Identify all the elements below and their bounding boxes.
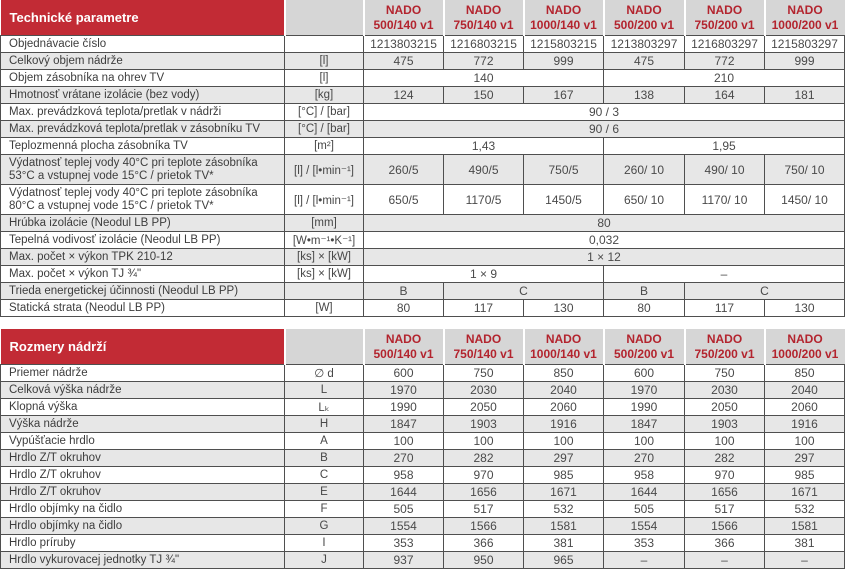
table-row [1,70,845,87]
param-label: Hrúbka izolácie (Neodul LB PP) [1,215,285,232]
param-label: Vypúšťacie hrdlo [1,433,285,450]
value-cell: 937 [364,552,444,569]
value-cell: 772 [444,53,524,70]
value-cell: – [765,552,845,569]
unit-label [285,283,364,300]
unit-label: [°C] / [bar] [285,104,364,121]
value-cell: 650/5 [364,185,444,215]
value-cell: 270 [604,450,685,467]
column-header: NADO 500/140 v1 [364,329,444,365]
value-cell: 1671 [765,484,845,501]
value-cell: 1215803297 [765,36,845,53]
unit-label: G [285,518,364,535]
value-cell: 2060 [524,399,604,416]
value-cell: 297 [524,450,604,467]
value-cell: 970 [444,467,524,484]
param-label: Hrdlo Z/T okruhov [1,484,285,501]
value-cell: 353 [364,535,444,552]
unit-column-header [285,0,364,36]
header-row [1,0,845,36]
value-cell: 970 [685,467,765,484]
value-cell: 772 [685,53,765,70]
value-cell: 0,032 [364,232,845,249]
table-row [1,501,845,518]
value-cell: 490/ 10 [685,155,765,185]
table-title: Rozmery nádrží [1,329,285,365]
value-cell: 2050 [444,399,524,416]
value-cell: 1566 [444,518,524,535]
table-row [1,518,845,535]
column-header: NADO 750/140 v1 [444,0,524,36]
value-cell: B [364,283,444,300]
param-label: Max. počet × výkon TPK 210-12 [1,249,285,266]
value-cell: 600 [604,365,685,382]
value-cell: 1170/5 [444,185,524,215]
value-cell: 1644 [604,484,685,501]
value-cell: 750 [444,365,524,382]
value-cell: 750/5 [524,155,604,185]
value-cell: 650/ 10 [604,185,685,215]
param-label: Tepelná vodivosť izolácie (Neodul LB PP) [1,232,285,249]
unit-label: Lₖ [285,399,364,416]
table-row [1,87,845,104]
param-label: Max. prevádzková teplota/pretlak v zásobníku TV [1,121,285,138]
value-cell: 260/ 10 [604,155,685,185]
value-cell: 1554 [604,518,685,535]
value-cell: 1450/ 10 [765,185,845,215]
value-cell: 100 [364,433,444,450]
value-cell: 90 / 3 [364,104,845,121]
param-label: Hrdlo Z/T okruhov [1,467,285,484]
unit-label: [ks] × [kW] [285,266,364,283]
value-cell: – [604,266,845,283]
value-cell: 2050 [685,399,765,416]
table-row [1,36,845,53]
unit-label: B [285,450,364,467]
param-label: Výdatnosť teplej vody 40°C pri teplote zásobníka 80°C a vstupnej vode 15°C / prietok TV* [1,185,285,215]
value-cell: 1581 [765,518,845,535]
value-cell: 130 [524,300,604,317]
value-cell: 1656 [685,484,765,501]
column-header: NADO 500/140 v1 [364,0,444,36]
value-cell: 1,95 [604,138,845,155]
table-row [1,535,845,552]
value-cell: 80 [604,300,685,317]
param-label: Výška nádrže [1,416,285,433]
value-cell: – [685,552,765,569]
value-cell: 282 [444,450,524,467]
value-cell: 138 [604,87,685,104]
value-cell: 1 × 12 [364,249,845,266]
column-header: NADO 750/200 v1 [685,0,765,36]
unit-label: [ks] × [kW] [285,249,364,266]
param-label: Hrdlo objímky na čidlo [1,501,285,518]
value-cell: 270 [364,450,444,467]
value-cell: 117 [444,300,524,317]
value-cell: 1970 [364,382,444,399]
value-cell: 381 [524,535,604,552]
table-row [1,433,845,450]
param-label: Teplozmenná plocha zásobníka TV [1,138,285,155]
column-header: NADO 750/200 v1 [685,329,765,365]
value-cell: 80 [364,215,845,232]
value-cell: 90 / 6 [364,121,845,138]
value-cell: 117 [685,300,765,317]
param-label: Hrdlo príruby [1,535,285,552]
value-cell: 475 [604,53,685,70]
value-cell: 167 [524,87,604,104]
table-title: Technické parametre [1,0,285,36]
value-cell: 2030 [444,382,524,399]
value-cell: 140 [364,70,604,87]
unit-label: C [285,467,364,484]
table-row [1,300,845,317]
value-cell: 750 [685,365,765,382]
column-header: NADO 1000/200 v1 [765,329,845,365]
value-cell: 1644 [364,484,444,501]
param-label: Celková výška nádrže [1,382,285,399]
column-header: NADO 1000/140 v1 [524,329,604,365]
value-cell: 1215803215 [524,36,604,53]
value-cell: 1916 [765,416,845,433]
unit-label: [l] [285,70,364,87]
unit-label: [l] / [l•min⁻¹] [285,155,364,185]
value-cell: 1990 [364,399,444,416]
value-cell: C [444,283,604,300]
value-cell: 150 [444,87,524,104]
value-cell: 366 [685,535,765,552]
table-row [1,155,845,185]
value-cell: 1903 [685,416,765,433]
value-cell: 505 [364,501,444,518]
table-row [1,552,845,569]
param-label: Objem zásobníka na ohrev TV [1,70,285,87]
table-row [1,185,845,215]
value-cell: 100 [444,433,524,450]
value-cell: 505 [604,501,685,518]
value-cell: 950 [444,552,524,569]
value-cell: 1970 [604,382,685,399]
table-row [1,53,845,70]
value-cell: 210 [604,70,845,87]
value-cell: 1,43 [364,138,604,155]
value-cell: 1847 [364,416,444,433]
value-cell: 999 [765,53,845,70]
value-cell: 353 [604,535,685,552]
unit-label: F [285,501,364,518]
unit-label: [l] [285,53,364,70]
value-cell: 366 [444,535,524,552]
value-cell: 532 [524,501,604,518]
value-cell: 124 [364,87,444,104]
value-cell: 1581 [524,518,604,535]
value-cell: 80 [364,300,444,317]
value-cell: 2030 [685,382,765,399]
unit-label: [°C] / [bar] [285,121,364,138]
param-label: Priemer nádrže [1,365,285,382]
value-cell: 985 [524,467,604,484]
param-label: Hmotnosť vrátane izolácie (bez vody) [1,87,285,104]
unit-label: [W•m⁻¹•K⁻¹] [285,232,364,249]
table-row [1,104,845,121]
unit-label: E [285,484,364,501]
unit-label: [l] / [l•min⁻¹] [285,185,364,215]
value-cell: C [685,283,845,300]
table-row [1,121,845,138]
table-row [1,365,845,382]
value-cell: 381 [765,535,845,552]
param-label: Statická strata (Neodul LB PP) [1,300,285,317]
param-label: Klopná výška [1,399,285,416]
value-cell: 750/ 10 [765,155,845,185]
value-cell: 1450/5 [524,185,604,215]
value-cell: 1170/ 10 [685,185,765,215]
value-cell: 850 [524,365,604,382]
table-row [1,382,845,399]
unit-label: [m²] [285,138,364,155]
unit-label: [kg] [285,87,364,104]
value-cell: 850 [765,365,845,382]
param-label: Objednávacie číslo [1,36,285,53]
table-row [1,232,845,249]
column-header: NADO 1000/200 v1 [765,0,845,36]
table-row [1,266,845,283]
header-row [1,329,845,365]
value-cell: 181 [765,87,845,104]
value-cell: 1216803215 [444,36,524,53]
value-cell: 958 [364,467,444,484]
value-cell: 965 [524,552,604,569]
unit-label: J [285,552,364,569]
unit-label [285,36,364,53]
param-label: Hrdlo vykurovacej jednotky TJ ¾" [1,552,285,569]
value-cell: B [604,283,685,300]
value-cell: 100 [524,433,604,450]
unit-label: I [285,535,364,552]
value-cell: 164 [685,87,765,104]
value-cell: 2040 [524,382,604,399]
value-cell: 1847 [604,416,685,433]
table-row [1,283,845,300]
value-cell: 1990 [604,399,685,416]
column-header: NADO 750/140 v1 [444,329,524,365]
table-row [1,416,845,433]
unit-label: [mm] [285,215,364,232]
table-row [1,249,845,266]
value-cell: 297 [765,450,845,467]
value-cell: 100 [765,433,845,450]
param-label: Celkový objem nádrže [1,53,285,70]
value-cell: 1 × 9 [364,266,604,283]
value-cell: 1566 [685,518,765,535]
value-cell: 1554 [364,518,444,535]
param-label: Hrdlo Z/T okruhov [1,450,285,467]
value-cell: 100 [685,433,765,450]
unit-label: [W] [285,300,364,317]
value-cell: 282 [685,450,765,467]
value-cell: 1671 [524,484,604,501]
table-row [1,138,845,155]
value-cell: 1903 [444,416,524,433]
value-cell: 100 [604,433,685,450]
table-row [1,215,845,232]
table-row [1,467,845,484]
value-cell: 490/5 [444,155,524,185]
param-label: Max. počet × výkon TJ ¾" [1,266,285,283]
unit-label: L [285,382,364,399]
column-header: NADO 500/200 v1 [604,0,685,36]
unit-label: H [285,416,364,433]
param-label: Výdatnosť teplej vody 40°C pri teplote zásobníka 53°C a vstupnej vode 15°C / prietok TV* [1,155,285,185]
param-label: Trieda energetickej účinnosti (Neodul LB PP) [1,283,285,300]
column-header: NADO 500/200 v1 [604,329,685,365]
table-row [1,484,845,501]
value-cell: 1656 [444,484,524,501]
value-cell: 1216803297 [685,36,765,53]
value-cell: 1213803297 [604,36,685,53]
column-header: NADO 1000/140 v1 [524,0,604,36]
value-cell: 999 [524,53,604,70]
value-cell: 532 [765,501,845,518]
unit-column-header [285,329,364,365]
value-cell: 600 [364,365,444,382]
value-cell: 2040 [765,382,845,399]
value-cell: 130 [765,300,845,317]
value-cell: 475 [364,53,444,70]
unit-label: ∅ d [285,365,364,382]
value-cell: 1916 [524,416,604,433]
table-row [1,399,845,416]
value-cell: 958 [604,467,685,484]
param-label: Max. prevádzková teplota/pretlak v nádrži [1,104,285,121]
value-cell: 517 [685,501,765,518]
value-cell: 2060 [765,399,845,416]
unit-label: A [285,433,364,450]
value-cell: 517 [444,501,524,518]
tank-dimensions-table [0,329,845,569]
value-cell: 1213803215 [364,36,444,53]
value-cell: – [604,552,685,569]
value-cell: 260/5 [364,155,444,185]
param-label: Hrdlo objímky na čidlo [1,518,285,535]
value-cell: 985 [765,467,845,484]
table-row [1,450,845,467]
